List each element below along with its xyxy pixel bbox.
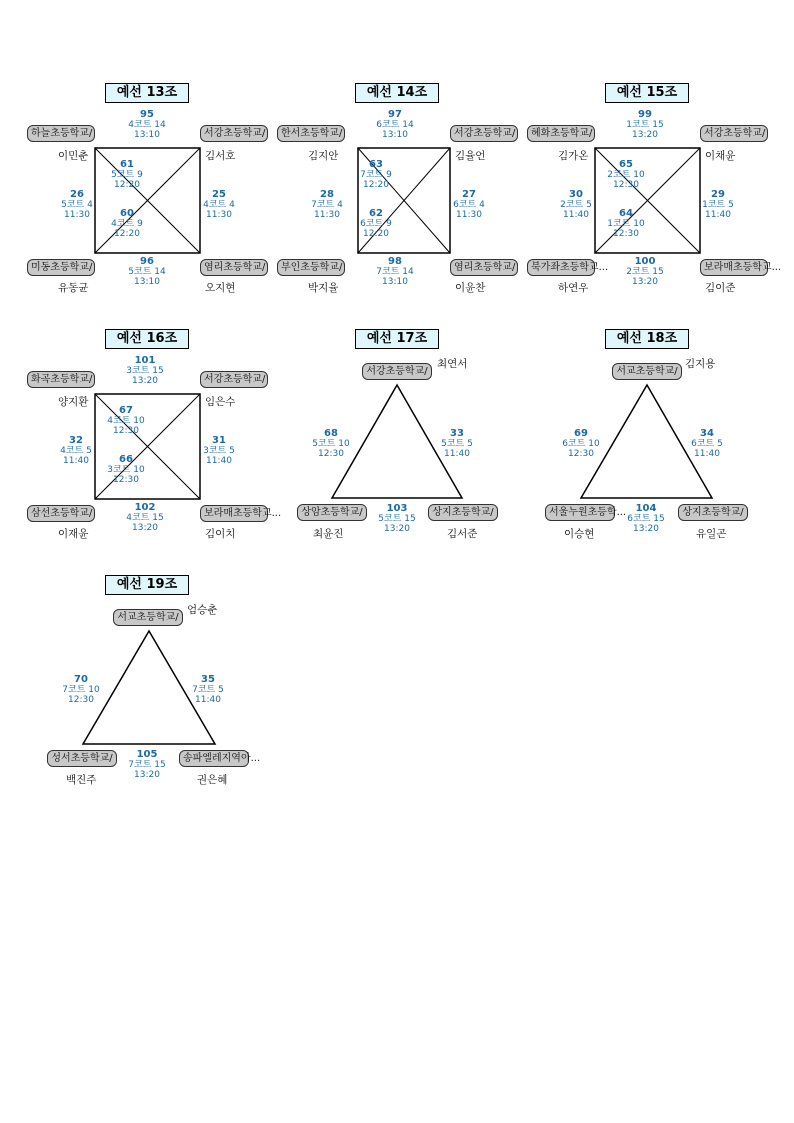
match-diagonal-2 (346, 209, 406, 239)
player-top-left: 김가온 (558, 150, 589, 162)
group-14 (275, 83, 525, 303)
group-19 (25, 575, 275, 795)
group-18 (525, 329, 775, 549)
player-top-left: 양지환 (58, 396, 89, 408)
group-title: 예선 13조 (105, 83, 189, 103)
school-bottom-left: 삼선초등학교/ (27, 505, 95, 522)
school-top-left: 한서초등학교/ (277, 125, 345, 142)
school-top: 서교초등학교/ (113, 609, 183, 626)
match-time: 12:30 (613, 180, 639, 190)
school-top-left: 화곡초등학교/ (27, 371, 95, 388)
school-bottom-left: 북가좌초등학교... (527, 259, 595, 276)
school-top-left: 하늘초등학교/ (27, 125, 95, 142)
match-number: 103 (386, 503, 408, 514)
school-bottom-left: 부인초등학교/ (277, 259, 345, 276)
match-number: 26 (70, 189, 84, 200)
group-title: 예선 17조 (355, 329, 439, 349)
player-top-left: 이민춘 (58, 150, 89, 162)
match-court: 7코트 14 (376, 267, 414, 277)
player-top-right: 김율언 (455, 150, 486, 162)
match-court: 7코트 4 (311, 200, 343, 210)
match-bottom (615, 257, 675, 287)
match-time: 13:10 (134, 130, 160, 140)
match-time: 12:30 (613, 229, 639, 239)
match-number: 102 (134, 502, 156, 513)
match-time: 13:20 (633, 524, 659, 534)
match-time: 12:20 (363, 180, 389, 190)
match-court: 6코트 4 (453, 200, 485, 210)
match-number: 35 (201, 674, 215, 685)
school-top-right: 서강초등학교/ (200, 371, 268, 388)
match-court: 6코트 15 (627, 514, 665, 524)
match-right (189, 436, 249, 466)
match-time: 11:40 (63, 456, 89, 466)
match-court: 6코트 14 (376, 120, 414, 130)
school-top-right: 서강초등학교/ (700, 125, 768, 142)
match-court: 4코트 4 (203, 200, 235, 210)
match-time: 11:40 (206, 456, 232, 466)
match-time: 11:40 (563, 210, 589, 220)
match-number: 60 (120, 208, 134, 219)
player-bottom-left: 백진주 (66, 774, 97, 786)
match-court: 4코트 15 (126, 513, 164, 523)
match-diagonal-1 (346, 160, 406, 190)
match-number: 95 (140, 109, 154, 120)
player-top: 김지용 (685, 358, 716, 370)
match-number: 101 (134, 355, 156, 366)
match-right (439, 190, 499, 220)
match-court: 5코트 5 (441, 439, 473, 449)
match-time: 13:10 (134, 277, 160, 287)
match-time: 13:20 (632, 130, 658, 140)
match-number: 34 (700, 428, 714, 439)
match-time: 11:40 (195, 695, 221, 705)
match-right (178, 675, 238, 705)
match-right (427, 429, 487, 459)
group-title: 예선 16조 (105, 329, 189, 349)
match-number: 66 (119, 454, 133, 465)
school-bottom-right: 송파엘레지역아... (179, 750, 249, 767)
player-bottom-right: 유일곤 (696, 528, 727, 540)
match-diagonal-2 (97, 209, 157, 239)
match-court: 5코트 14 (128, 267, 166, 277)
match-top (615, 110, 675, 140)
match-court: 1코트 5 (702, 200, 734, 210)
match-top (117, 110, 177, 140)
match-number: 28 (320, 189, 334, 200)
school-bottom-left: 성서초등학교/ (47, 750, 117, 767)
match-time: 13:10 (382, 130, 408, 140)
match-number: 99 (638, 109, 652, 120)
school-bottom-right: 상지초등학교/ (678, 504, 748, 521)
match-diagonal-1 (97, 160, 157, 190)
match-court: 4코트 14 (128, 120, 166, 130)
match-bottom (365, 257, 425, 287)
match-bottom (117, 750, 177, 780)
match-time: 13:10 (382, 277, 408, 287)
group-title: 예선 19조 (105, 575, 189, 595)
match-court: 2코트 5 (560, 200, 592, 210)
group-title: 예선 18조 (605, 329, 689, 349)
match-time: 13:20 (132, 523, 158, 533)
match-court: 4코트 5 (60, 446, 92, 456)
school-top-right: 서강초등학교/ (450, 125, 518, 142)
match-court: 5코트 15 (378, 514, 416, 524)
match-time: 13:20 (632, 277, 658, 287)
player-bottom-left: 박지율 (308, 282, 339, 294)
school-bottom-right: 염리초등학교/ (450, 259, 518, 276)
match-court: 1코트 10 (607, 219, 645, 229)
match-top (365, 110, 425, 140)
player-top-right: 김서호 (205, 150, 236, 162)
group-title: 예선 14조 (355, 83, 439, 103)
school-bottom-left: 상암초등학교/ (297, 504, 367, 521)
match-number: 105 (136, 749, 158, 760)
player-bottom-right: 김이치 (205, 528, 236, 540)
player-bottom-right: 김서준 (447, 528, 478, 540)
match-court: 5코트 4 (61, 200, 93, 210)
match-court: 4코트 10 (107, 416, 145, 426)
match-number: 32 (69, 435, 83, 446)
match-diagonal-2 (596, 209, 656, 239)
player-bottom-left: 유동균 (58, 282, 89, 294)
match-number: 27 (462, 189, 476, 200)
school-bottom-left: 미동초등학교/ (27, 259, 95, 276)
match-bottom (115, 503, 175, 533)
match-number: 67 (119, 405, 133, 416)
match-number: 33 (450, 428, 464, 439)
school-top-left: 혜화초등학교/ (527, 125, 595, 142)
player-bottom-right: 권은혜 (197, 774, 228, 786)
match-number: 65 (619, 159, 633, 170)
match-number: 61 (120, 159, 134, 170)
match-right (677, 429, 737, 459)
match-number: 68 (324, 428, 338, 439)
player-top: 최연서 (437, 358, 468, 370)
match-time: 11:30 (456, 210, 482, 220)
match-number: 70 (74, 674, 88, 685)
match-left (301, 429, 361, 459)
match-number: 25 (212, 189, 226, 200)
match-time: 13:20 (384, 524, 410, 534)
match-court: 7코트 10 (62, 685, 100, 695)
match-time: 12:30 (318, 449, 344, 459)
match-court: 6코트 10 (562, 439, 600, 449)
match-time: 12:30 (113, 426, 139, 436)
match-bottom (367, 504, 427, 534)
school-bottom-right: 상지초등학교/ (428, 504, 498, 521)
match-diagonal-2 (96, 455, 156, 485)
group-13 (25, 83, 275, 303)
match-court: 5코트 9 (111, 170, 143, 180)
player-bottom-right: 김이준 (705, 282, 736, 294)
match-time: 12:30 (68, 695, 94, 705)
player-top: 엄승춘 (187, 604, 218, 616)
match-court: 7코트 15 (128, 760, 166, 770)
match-court: 2코트 15 (626, 267, 664, 277)
school-bottom-right: 염리초등학교/ (200, 259, 268, 276)
match-court: 7코트 9 (360, 170, 392, 180)
match-time: 11:40 (705, 210, 731, 220)
match-court: 5코트 10 (312, 439, 350, 449)
match-bottom (117, 257, 177, 287)
match-number: 30 (569, 189, 583, 200)
school-top-right: 서강초등학교/ (200, 125, 268, 142)
match-time: 13:20 (134, 770, 160, 780)
match-time: 11:30 (314, 210, 340, 220)
match-number: 100 (634, 256, 656, 267)
match-number: 104 (635, 503, 657, 514)
player-bottom-right: 오지현 (205, 282, 236, 294)
match-time: 12:20 (114, 180, 140, 190)
match-time: 13:20 (132, 376, 158, 386)
match-time: 12:20 (363, 229, 389, 239)
player-bottom-left: 최윤진 (313, 528, 344, 540)
match-court: 6코트 9 (360, 219, 392, 229)
school-top: 서교초등학교/ (612, 363, 682, 380)
match-time: 12:30 (113, 475, 139, 485)
school-bottom-left: 서울누원초등학... (545, 504, 615, 521)
match-number: 96 (140, 256, 154, 267)
match-number: 69 (574, 428, 588, 439)
match-number: 29 (711, 189, 725, 200)
group-17 (275, 329, 525, 549)
match-top (115, 356, 175, 386)
match-court: 6코트 5 (691, 439, 723, 449)
group-title: 예선 15조 (605, 83, 689, 103)
match-bottom (616, 504, 676, 534)
player-top-right: 임은수 (205, 396, 236, 408)
school-top: 서강초등학교/ (362, 363, 432, 380)
match-diagonal-1 (96, 406, 156, 436)
match-number: 97 (388, 109, 402, 120)
match-time: 11:40 (694, 449, 720, 459)
match-number: 64 (619, 208, 633, 219)
match-court: 2코트 10 (607, 170, 645, 180)
player-bottom-left: 이재윤 (58, 528, 89, 540)
player-bottom-left: 이승현 (564, 528, 595, 540)
match-number: 31 (212, 435, 226, 446)
group-15 (525, 83, 782, 303)
match-right (189, 190, 249, 220)
match-right (688, 190, 748, 220)
player-bottom-right: 이윤찬 (455, 282, 486, 294)
player-top-right: 이채윤 (705, 150, 736, 162)
match-time: 11:30 (206, 210, 232, 220)
match-time: 12:30 (568, 449, 594, 459)
match-court: 3코트 5 (203, 446, 235, 456)
player-bottom-left: 하연우 (558, 282, 589, 294)
school-bottom-right: 보라매초등학교... (200, 505, 268, 522)
match-number: 98 (388, 256, 402, 267)
match-court: 4코트 9 (111, 219, 143, 229)
match-court: 3코트 10 (107, 465, 145, 475)
match-time: 11:30 (64, 210, 90, 220)
match-time: 11:40 (444, 449, 470, 459)
match-time: 12:20 (114, 229, 140, 239)
match-court: 3코트 15 (126, 366, 164, 376)
match-number: 62 (369, 208, 383, 219)
match-court: 1코트 15 (626, 120, 664, 130)
match-left (551, 429, 611, 459)
match-court: 7코트 5 (192, 685, 224, 695)
player-top-left: 김지안 (308, 150, 339, 162)
match-number: 63 (369, 159, 383, 170)
group-16 (25, 329, 282, 549)
school-bottom-right: 보라매초등학교... (700, 259, 768, 276)
match-diagonal-1 (596, 160, 656, 190)
match-left (51, 675, 111, 705)
